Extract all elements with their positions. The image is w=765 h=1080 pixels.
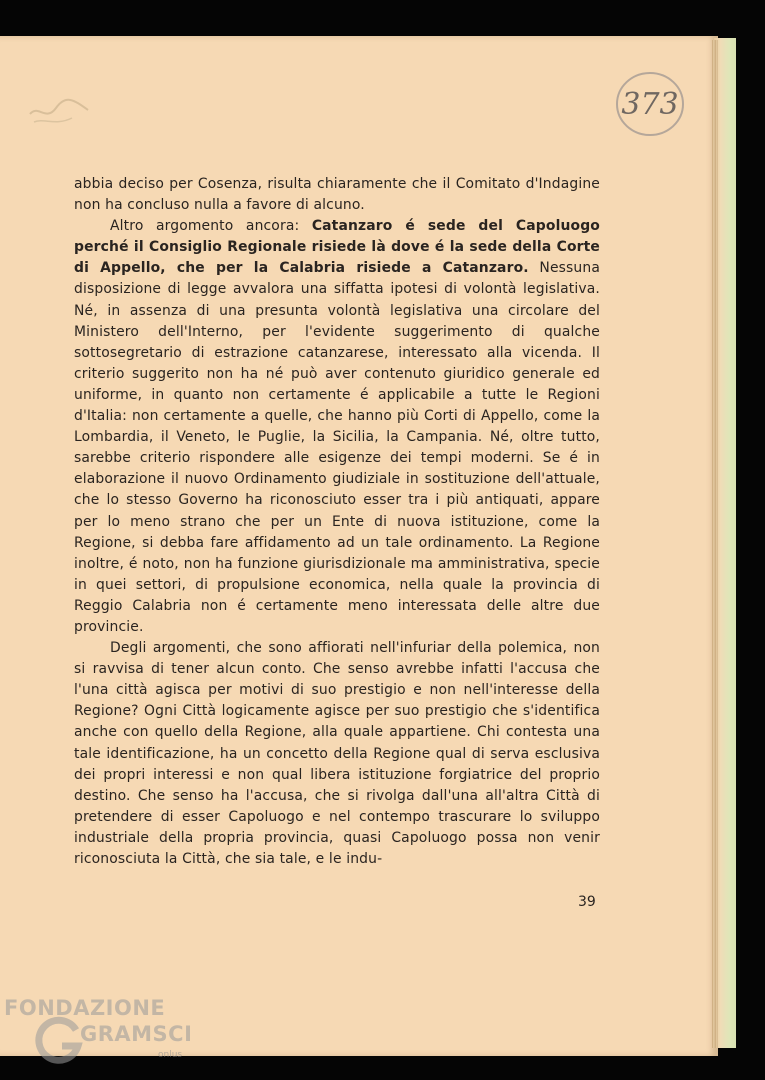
archive-stamp-number: 373 [621,87,679,122]
page-number: 39 [578,894,596,910]
paragraph-2-lead: Altro argomento ancora: [110,218,312,235]
paragraph-2 [74,216,600,638]
paragraph-1-text: abbia deciso per Cosenza, risulta chiaramente che il Comitato d'Indagine non ha concluso nulla a favore di alcuno. [74,176,600,214]
watermark-line-3: onlus [158,1050,183,1060]
watermark-line-1: FONDAZIONE [4,996,166,1020]
paragraph-3-text: Degli argomenti, che sono affiorati nell'infuriar della polemica, non si ravvisa di tener alcun conto. Che senso avrebbe infatti l'accusa che l'una città agisca per motivi di suo prestigio e non nell'interesse della Regione? Ogni Città logicamente agisce per suo prestigio che s'identifica anche con quello della Regione, alla quale appartiene. Chi contesta una tale identificazione, ha un concetto della Regione qual di serva esclusiva dei propri interessi e non qual libera istituzione forgiatrice del proprio destino. Che senso ha l'accusa, che si rivolga dall'una all'altra Città di pretendere di esser Capoluogo e nel contempo trascurare lo sviluppo industriale della propria provincia, quasi Capoluogo possa non venir riconosciuta la Città, che sia tale, e le indu- [74,640,600,867]
body-text [74,174,600,870]
watermark-line-2: GRAMSCI [80,1022,193,1046]
archive-stamp [614,68,686,140]
paragraph-3 [74,638,600,870]
paragraph-1 [74,174,600,216]
paragraph-2-rest: Nessuna disposizione di legge avvalora una siffatta ipotesi di volontà legislativa. Né, in assenza di una presunta volontà legislativa una circolare del Ministero dell'Interno, per l'evidente suggerimento di qualche sottosegretario di estrazione catanzarese, interessato alla vicenda. Il criterio suggerito non ha né può aver contenuto giuridico generale ed uniforme, in quanto non certamente é applicabile a tutte le Regioni d'Italia: non certamente a quelle, che hanno più Corti di Appello, come la Lombardia, il Veneto, le Puglie, la Sicilia, la Campania. Né, oltre tutto, sarebbe criterio rispondere alle esigenze dei tempi moderni. Se é in elaborazione il nuovo Ordinamento giudiziale in sostituzione dell'attuale, che lo stesso Governo ha riconosciuto esser tra i più antiquati, appare per lo meno strano che per un Ente di nuova istituzione, come la Regione, si debba fare affidamento ad un tale ordinamento. La Regione inoltre, é noto, non ha funzione giurisdizionale ma amministrativa, specie in quei settori, di propulsione economica, nella quale la provincia di Reggio Calabria non é certamente meno interessata delle altre due provincie. [74,260,600,635]
page-stack-edge [712,40,718,1048]
paragraph-2-bold-claim: Catanzaro é sede del Capoluogo perché il Consiglio Regionale risiede là dove é la sede della Corte di Appello, che per la Calabria risiede a Catanzaro. [74,218,600,277]
watermark-logo-icon [32,1016,84,1068]
archive-watermark [4,996,194,1066]
faded-pencil-mark [26,92,106,132]
